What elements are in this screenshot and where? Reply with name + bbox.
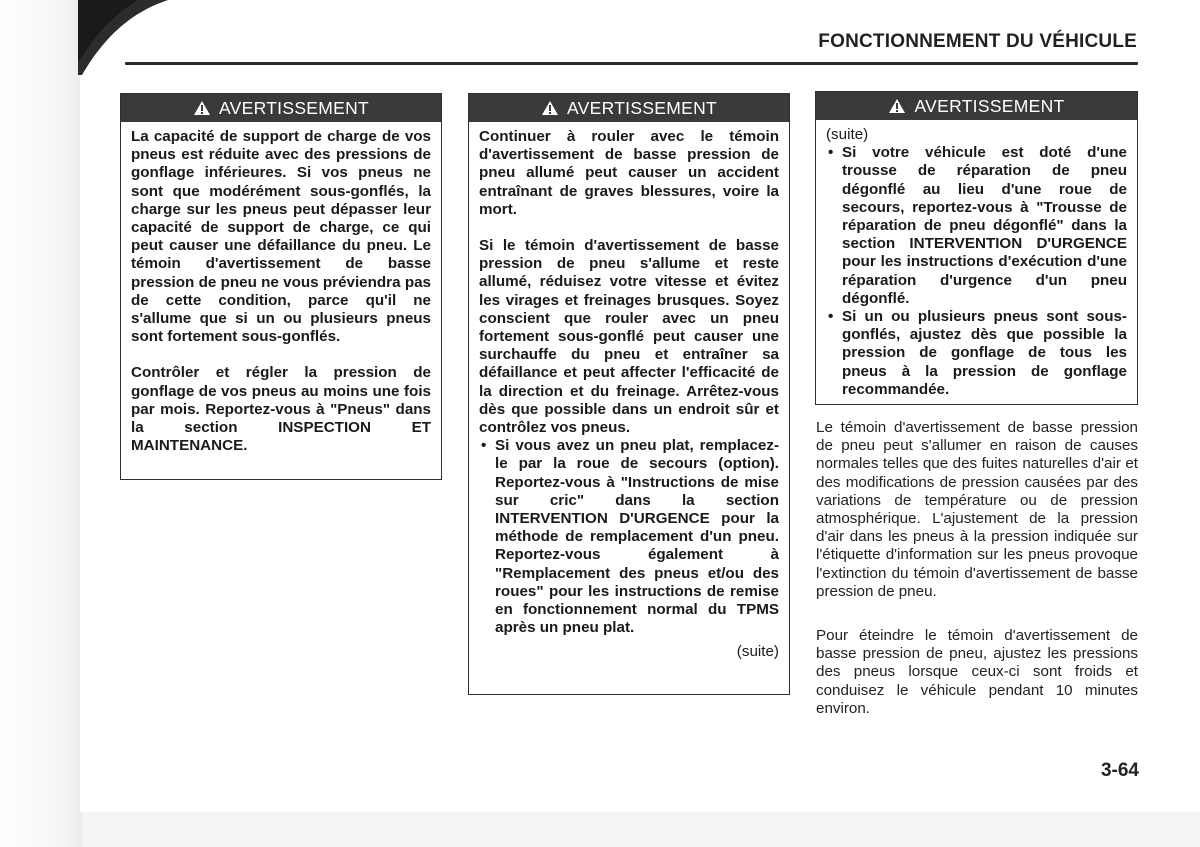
- warning-box-3: [815, 91, 1138, 405]
- warning-paragraph: Contrôler et régler la pression de gonflage de vos pneus au moins une fois par mois. Reportez-vous à "Pneus" dans la section INSPECTION ET MAINTENANCE.: [131, 364, 431, 455]
- warning-triangle-icon: [541, 100, 559, 116]
- header-divider: [125, 62, 1138, 65]
- warning-paragraph: Continuer à rouler avec le témoin d'avertissement de basse pression de pneu allumé peut causer un accident entraînant de graves blessures, voire la mort.: [479, 128, 779, 218]
- bullet-item: • Si vous avez un pneu plat, remplacez-le par la roue de secours (option). Reportez-vous à "Instructions de mise sur cric" dans la section INTERVENTION D'URGENCE pour la méthode de remplacement d'un pneu. Reportez-vous également à "Remplacement des pneus et/ou des roues" pour les instructions de remise en fonctionnement normal du TPMS après un pneu plat.: [479, 437, 779, 637]
- warning-box-1: [120, 93, 442, 480]
- page-gutter: [0, 0, 82, 847]
- warning-header: [469, 94, 789, 122]
- warning-triangle-icon: [888, 98, 906, 114]
- warning-bullet-list: [826, 144, 1127, 399]
- warning-paragraph: La capacité de support de charge de vos pneus est réduite avec des pressions de gonflage inférieures. Si vos pneus ne sont que modérément sous-gonflés, la charge sur les pneus peut dépasser leur capacité de support de charge, ce qui peut causer une défaillance du pneu. Le témoin d'avertissement de basse pression de pneu ne vous préviendra pas de cette condition, parce qu'il ne s'allume que si un ou plusieurs pneus sont fortement sous-gonflés.: [131, 128, 431, 346]
- warning-body: [121, 122, 441, 463]
- continued-label: (suite): [736, 643, 779, 661]
- warning-header: [121, 94, 441, 122]
- warning-triangle-icon: [193, 100, 211, 116]
- bullet-item: • Si un ou plusieurs pneus sont sous-gonflés, ajustez dès que possible la pression de gonflage de tous les pneus à la pression de gonflage recommandée.: [826, 308, 1127, 399]
- warning-label: AVERTISSEMENT: [566, 97, 718, 118]
- body-text-column: [816, 627, 1138, 718]
- warning-paragraph: Si le témoin d'avertissement de basse pression de pneu s'allume et reste allumé, réduisez votre vitesse et évitez les virages et freinages brusques. Soyez conscient que rouler avec un pneu fortement sous-gonflé peut causer une surchauffe du pneu et entraîner sa défaillance et peut affecter l'efficacité de la direction et du freinage. Arrêtez-vous dès que possible dans un endroit sûr et contrôlez vos pneus.: [479, 237, 779, 437]
- body-paragraph: Pour éteindre le témoin d'avertissement de basse pression de pneu, ajustez les pressions des pneus lorsque ceux-ci sont froids et conduisez le véhicule pendant 10 minutes environ.: [816, 627, 1138, 717]
- warning-box-2: [468, 93, 790, 695]
- warning-label: AVERTISSEMENT: [218, 97, 370, 118]
- warning-body: [469, 122, 789, 670]
- warning-label: AVERTISSEMENT: [914, 95, 1065, 116]
- warning-bullet-list: [479, 437, 779, 637]
- warning-header: [816, 92, 1137, 120]
- bullet-item: • Si votre véhicule est doté d'une trousse de réparation de pneu dégonflé au lieu d'une roue de secours, reportez-vous à "Trousse de réparation de pneu dégonflé" dans la section INTERVENTION D'URGENCE pour les instructions d'exécution d'une réparation d'urgence d'un pneu dégonflé.: [826, 144, 1127, 308]
- warning-body: [816, 120, 1137, 407]
- body-text-column: [816, 419, 1138, 601]
- continued-label: (suite): [826, 126, 869, 143]
- section-title: FONCTIONNEMENT DU VÉHICULE: [818, 31, 1137, 52]
- body-paragraph: Le témoin d'avertissement de basse pression de pneu peut s'allumer en raison de causes normales telles que des fuites naturelles d'air et des modifications de pression causées par des variations de température ou de pression atmosphérique. L'ajustement de la pression d'air dans les pneus à la pression indiquée sur l'étiquette d'information sur les pneus provoque l'extinction du témoin d'avertissement de basse pression de pneu.: [816, 419, 1138, 600]
- page-number: 3-64: [1100, 760, 1139, 781]
